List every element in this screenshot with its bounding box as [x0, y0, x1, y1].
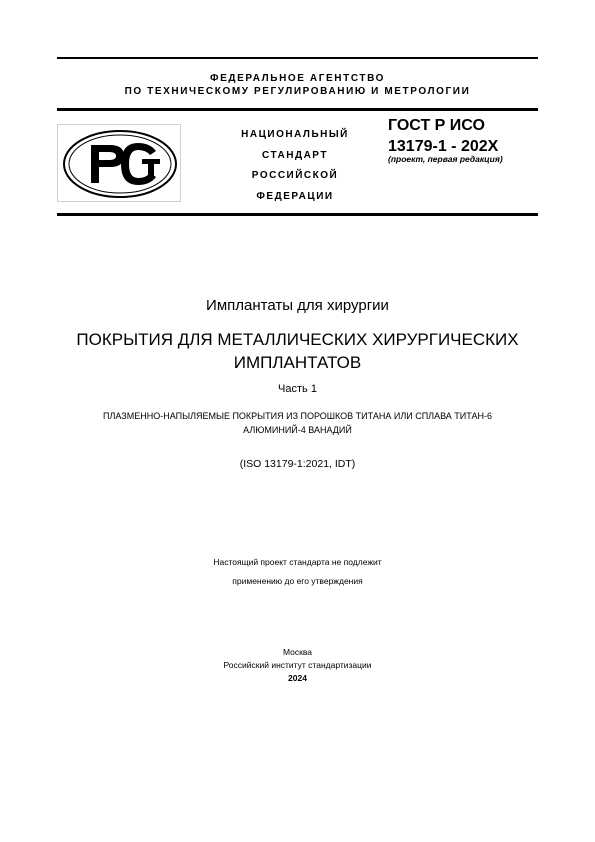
publication-info	[0, 646, 595, 685]
header-divider	[57, 108, 538, 111]
agency-line-2: ПО ТЕХНИЧЕСКОМУ РЕГУЛИРОВАНИЮ И МЕТРОЛОГИИ	[124, 86, 471, 97]
document-subtitle: Имплантаты для хирургии	[206, 297, 389, 314]
rst-logo	[57, 124, 181, 202]
standard-designation	[388, 115, 498, 157]
publisher-name: Российский институт стандартизации	[223, 660, 372, 670]
agency-header	[57, 72, 538, 98]
title-line-1: ПОКРЫТИЯ ДЛЯ МЕТАЛЛИЧЕСКИХ ХИРУРГИЧЕСКИХ	[76, 330, 519, 349]
description-line-2: АЛЮМИНИЙ-4 ВАНАДИЙ	[243, 425, 352, 435]
notice-line-1: Настоящий проект стандарта не подлежит	[213, 557, 382, 567]
description-line-1: ПЛАЗМЕННО-НАПЫЛЯЕМЫЕ ПОКРЫТИЯ ИЗ ПОРОШКОВ ТИТАНА ИЛИ СПЛАВА ТИТАН-6	[103, 411, 492, 421]
rst-certification-mark-icon	[58, 125, 182, 203]
edition-note: (проект, первая редакция)	[388, 154, 503, 164]
standard-type-line-1: НАЦИОНАЛЬНЫЙ	[241, 129, 349, 140]
standard-type	[230, 125, 360, 207]
part-description	[0, 409, 595, 437]
iso-reference: (ISO 13179-1:2021, IDT)	[239, 458, 356, 470]
title-line-2: ИМПЛАНТАТОВ	[233, 353, 362, 372]
standard-type-line-2: СТАНДАРТ	[262, 149, 328, 161]
publication-city: Москва	[282, 647, 313, 657]
designation-line-2: 13179-1 - 202Х	[388, 138, 499, 155]
designation-line-1: ГОСТ Р ИСО	[388, 117, 485, 134]
standard-type-line-4: ФЕДЕРАЦИИ	[256, 190, 334, 202]
publication-year: 2024	[288, 673, 307, 683]
agency-line-1: ФЕДЕРАЛЬНОЕ АГЕНТСТВО	[209, 73, 386, 84]
part-number: Часть 1	[278, 383, 317, 395]
notice-line-2: применению до его утверждения	[232, 576, 363, 586]
standard-type-line-3: РОССИЙСКОЙ	[251, 170, 339, 181]
draft-notice	[0, 553, 595, 591]
document-title	[0, 328, 595, 374]
top-rule	[57, 57, 538, 59]
header-bottom-rule	[57, 213, 538, 216]
